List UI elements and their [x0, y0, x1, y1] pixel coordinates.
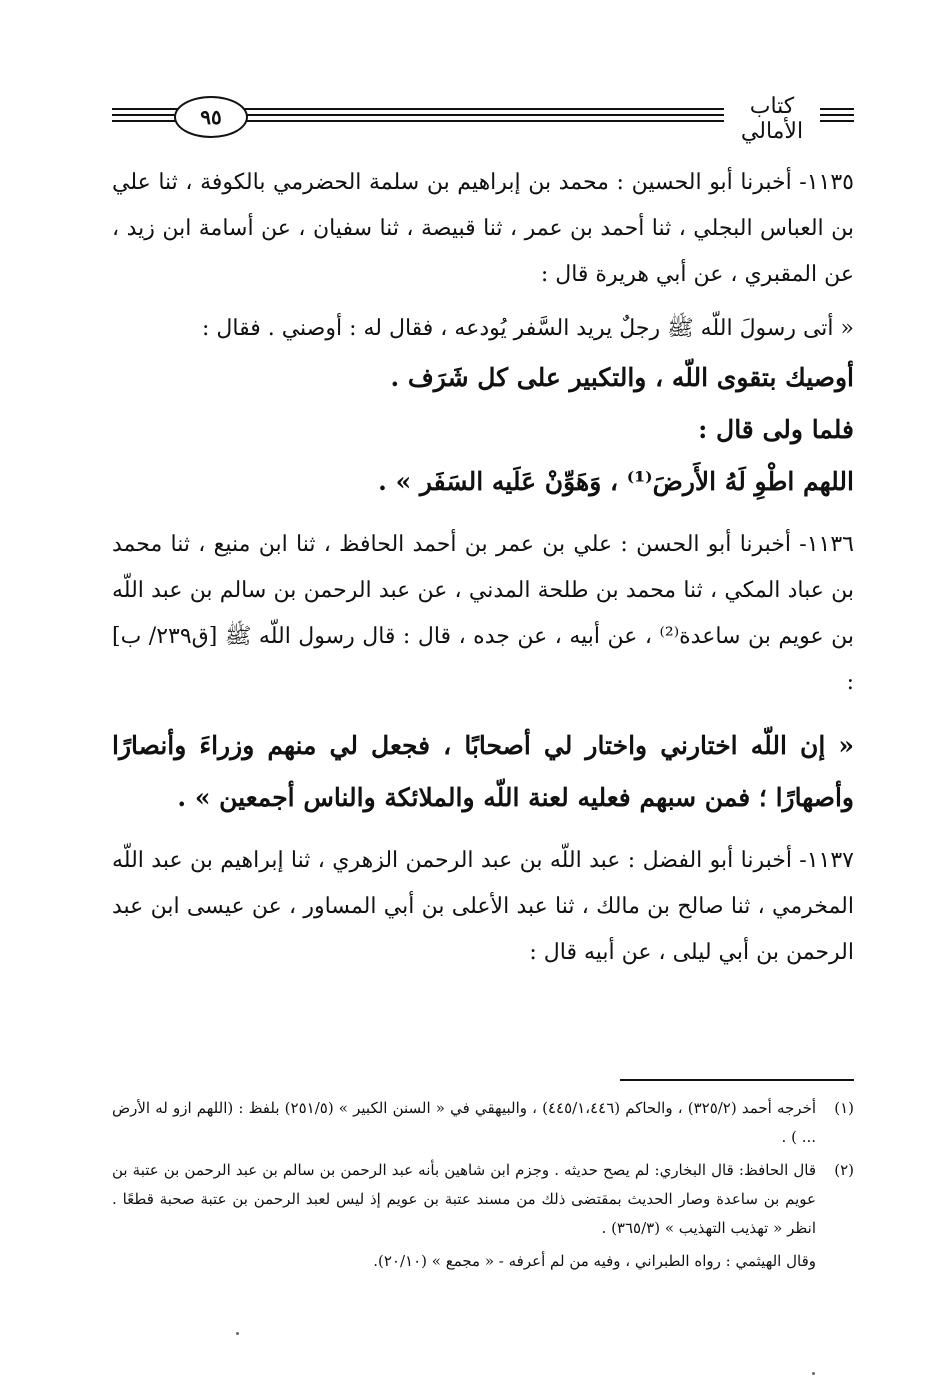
footnote-text: أخرجه أحمد (٣٢٥/٢) ، والحاكم (٤٤٥/١،٤٤٦) ، والبيهقي في « السنن الكبير » (٢٥١/٥) بلفظ : (اللهم ازو له الأرض ... ) .: [112, 1099, 817, 1146]
header-rule: [240, 114, 724, 116]
scan-speck: [812, 1372, 815, 1375]
footnote-separator: [620, 1079, 854, 1081]
header-rule: [240, 108, 724, 110]
hadith-1135-narration: « أتى رسولَ اللّه ﷺ رجلٌ يريد السَّفر يُودعه ، فقال له : أوصني . فقال :: [201, 316, 854, 341]
footnote-2: [112, 1156, 854, 1243]
footnote-1: [112, 1094, 854, 1152]
page-header: [112, 92, 854, 144]
hadith-1135-text-a: أوصيك بتقوى اللّه ، والتكبير على كل شَرَف .: [390, 363, 854, 392]
hadith-1136-isnad: ١١٣٦- أخبرنا أبو الحسن : علي بن عمر بن أحمد الحافظ ، ثنا ابن منيع ، ثنا محمد بن عباد المكي ، ثنا محمد بن طلحة المدني ، عن عبد الرحمن بن سالم بن عبد اللّه بن عويم بن ساعدة⁽²⁾ ، عن أبيه ، عن جده ، قال : قال رسول اللّه ﷺ [ق٢٣٩/ ب] :: [112, 532, 854, 695]
page-number: [174, 96, 248, 138]
hadith-1135-isnad: ١١٣٥- أخبرنا أبو الحسين : محمد بن إبراهيم بن سلمة الحضرمي بالكوفة ، ثنا علي بن العباس البجلي ، ثنا أحمد بن عمر ، ثنا قبيصة ، ثنا سفيان ، عن أسامة ابن زيد ، عن المقبري ، عن أبي هريرة قال :: [112, 170, 854, 287]
header-rule: [820, 108, 854, 110]
header-rule: [240, 120, 724, 122]
footnote-number: (٢): [834, 1161, 854, 1179]
page-number-text: ٩٥: [200, 105, 222, 129]
header-rule: [112, 120, 182, 122]
footnote-text: قال الحافظ: قال البخاري: لم يصح حديثه . وجزم ابن شاهين بأنه عبد الرحمن بن سالم بن عبد الرحمن بن عتبة بن عويم بن ساعدة وصار الحديث بمقتضى ذلك من مسند عتبة بن عويم إذ ليس لعبد الرحمن بن عتبة صحبة قطعًا . انظر « تهذيب التهذيب » (٣٦٥/٣) .: [112, 1161, 816, 1237]
footnote-number: (١): [834, 1099, 854, 1117]
header-rule: [112, 114, 182, 116]
header-rule: [820, 120, 854, 122]
hadith-1135-text-c: اللهم اطْوِ لَهُ الأَرضَ⁽¹⁾ ، وَهَوِّنْ عَلَيه السَفَر » .: [378, 467, 854, 496]
hadith-1136-text: « إن اللّه اختارني واختار لي أصحابًا ، فجعل لي منهم وزراءَ وأنصارًا وأصهارًا ؛ فمن سبهم فعليه لعنة اللّه والملائكة والناس أجمعين » .: [112, 731, 854, 812]
header-rule: [112, 108, 182, 110]
footnote-2-continuation: وقال الهيثمي : رواه الطبراني ، وفيه من لم أعرفه - « مجمع » (٢٠/١٠).: [373, 1252, 816, 1270]
hadith-1137-isnad: ١١٣٧- أخبرنا أبو الفضل : عبد اللّه بن عبد الرحمن الزهري ، ثنا إبراهيم بن عبد اللّه المخرمي ، ثنا صالح بن مالك ، ثنا عبد الأعلى بن أبي المساور ، عن عيسى ابن عبد الرحمن بن أبي ليلى ، عن أبيه قال :: [112, 848, 854, 965]
header-rule: [820, 114, 854, 116]
scan-speck: [236, 1332, 239, 1335]
hadith-1135-text-b: فلما ولى قال :: [698, 415, 854, 444]
book-title: كتاب الأمالي: [724, 94, 820, 144]
main-text: [112, 160, 854, 976]
footnotes: [112, 1094, 854, 1276]
